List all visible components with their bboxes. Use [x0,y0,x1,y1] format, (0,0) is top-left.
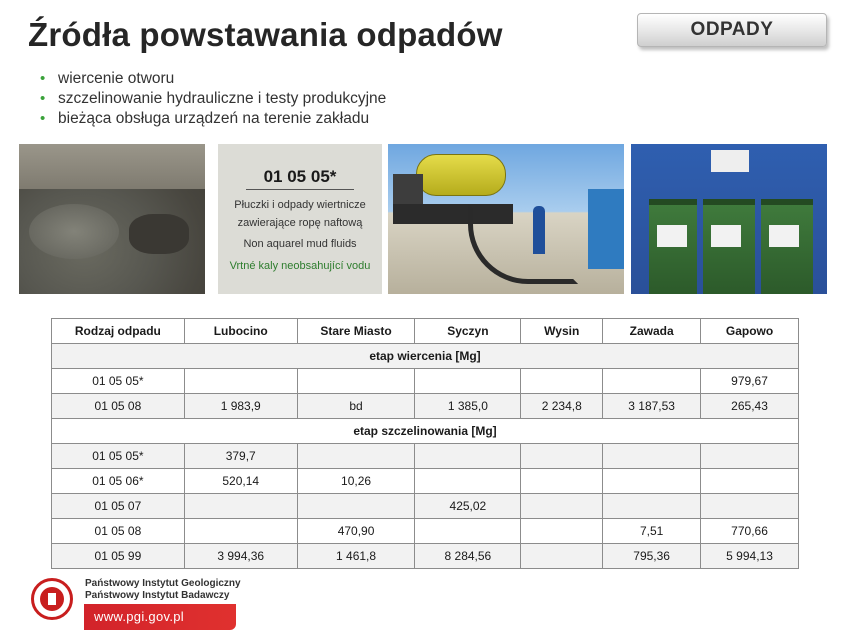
table-cell: 265,43 [701,394,799,419]
table-cell [603,369,701,394]
worker-shape [533,206,545,254]
table-cell: 425,02 [415,494,521,519]
bin-shape [649,199,697,294]
table-cell [603,494,701,519]
table-cell [184,494,297,519]
table-cell: 2 234,8 [521,394,603,419]
photo-wall-shape [19,144,205,189]
table-row [52,469,799,494]
hose-shape [468,204,578,284]
table-header-row [52,319,799,344]
table-cell: 379,7 [184,444,297,469]
sign-line: Płuczki i odpady wiertnicze [234,199,366,211]
sign-line: zawierające ropę naftową [237,217,363,229]
section-label: etap szczelinowania [Mg] [52,419,799,444]
table-row [52,544,799,569]
pgi-logo-emblem [40,587,64,611]
slide-title: Źródła powstawania odpadów [28,16,503,53]
bullet-list [40,69,386,129]
table-cell [415,369,521,394]
table-row [52,394,799,419]
org-name-line1: Państwowy Instytut Geologiczny [85,578,241,589]
table-cell [184,369,297,394]
table-cell: 3 994,36 [184,544,297,569]
column-header: Syczyn [415,319,521,344]
table-cell: 8 284,56 [415,544,521,569]
table-cell [297,444,415,469]
column-header: Zawada [603,319,701,344]
table-cell: 01 05 07 [52,494,185,519]
pgi-logo-icon [31,578,73,620]
table-cell [701,469,799,494]
table-cell: 01 05 08 [52,519,185,544]
table-cell: 10,26 [297,469,415,494]
blue-unit-shape [588,189,624,269]
column-header: Wysin [521,319,603,344]
table-cell: 979,67 [701,369,799,394]
sign-line: Vrtné kaly neobsahující vodu [229,260,371,272]
table-cell: 770,66 [701,519,799,544]
table-cell [603,444,701,469]
table-cell: 01 05 05* [52,369,185,394]
bullet-item: • bieżąca obsługa urządzeń na terenie zakładu [40,109,386,129]
column-header: Stare Miasto [297,319,415,344]
photo-puddle-shape [29,204,119,259]
section-label: etap wiercenia [Mg] [52,344,799,369]
bin-label-shape [769,225,799,247]
table-cell: 01 05 05* [52,444,185,469]
table-cell [701,444,799,469]
table-cell [521,469,603,494]
table-cell [603,469,701,494]
column-header: Gapowo [701,319,799,344]
table-cell [521,544,603,569]
table-cell: 1 983,9 [184,394,297,419]
table-cell: 520,14 [184,469,297,494]
table-cell [297,494,415,519]
bin-shape [703,199,755,294]
table-cell: 01 05 99 [52,544,185,569]
table-cell [521,519,603,544]
website-link[interactable]: www.pgi.gov.pl [84,604,236,630]
table-cell [415,519,521,544]
table-cell: 01 05 06* [52,469,185,494]
photo-drilling-mud [19,144,205,294]
sign-rule [246,189,354,190]
table-cell: 5 994,13 [701,544,799,569]
column-header: Rodzaj odpadu [52,319,185,344]
container-sheet-shape [711,150,749,172]
table-row [52,369,799,394]
section-row [52,419,799,444]
table-cell: 1 461,8 [297,544,415,569]
sign-code: 01 05 05* [263,167,337,186]
column-header: Lubocino [184,319,297,344]
section-badge: ODPADY [637,13,827,47]
photo-waste-sign [218,144,382,294]
table-cell [521,494,603,519]
table-cell [184,519,297,544]
table-cell [415,444,521,469]
truck-tank-shape [416,154,506,196]
sign-line: Non aquarel mud fluids [243,238,357,250]
photo-tanker-truck [388,144,624,294]
bin-label-shape [711,225,741,247]
table-cell: 470,90 [297,519,415,544]
table-cell: bd [297,394,415,419]
table-cell: 01 05 08 [52,394,185,419]
table-cell: 3 187,53 [603,394,701,419]
table-cell: 7,51 [603,519,701,544]
bin-label-shape [657,225,687,247]
table-cell [415,469,521,494]
table-cell [521,369,603,394]
table-row [52,494,799,519]
waste-table [51,318,799,569]
table-cell [701,494,799,519]
photo-clump-shape [129,214,189,254]
table-row [52,519,799,544]
section-row [52,344,799,369]
bullet-item: • wiercenie otworu [40,69,386,89]
table-cell [521,444,603,469]
table-cell: 795,36 [603,544,701,569]
bullet-item: • szczelinowanie hydrauliczne i testy produkcyjne [40,89,386,109]
photo-waste-bins [631,144,827,294]
table-row [52,444,799,469]
table-cell: 1 385,0 [415,394,521,419]
table-cell [297,369,415,394]
bin-shape [761,199,813,294]
org-name-line2: Państwowy Instytut Badawczy [85,590,230,601]
